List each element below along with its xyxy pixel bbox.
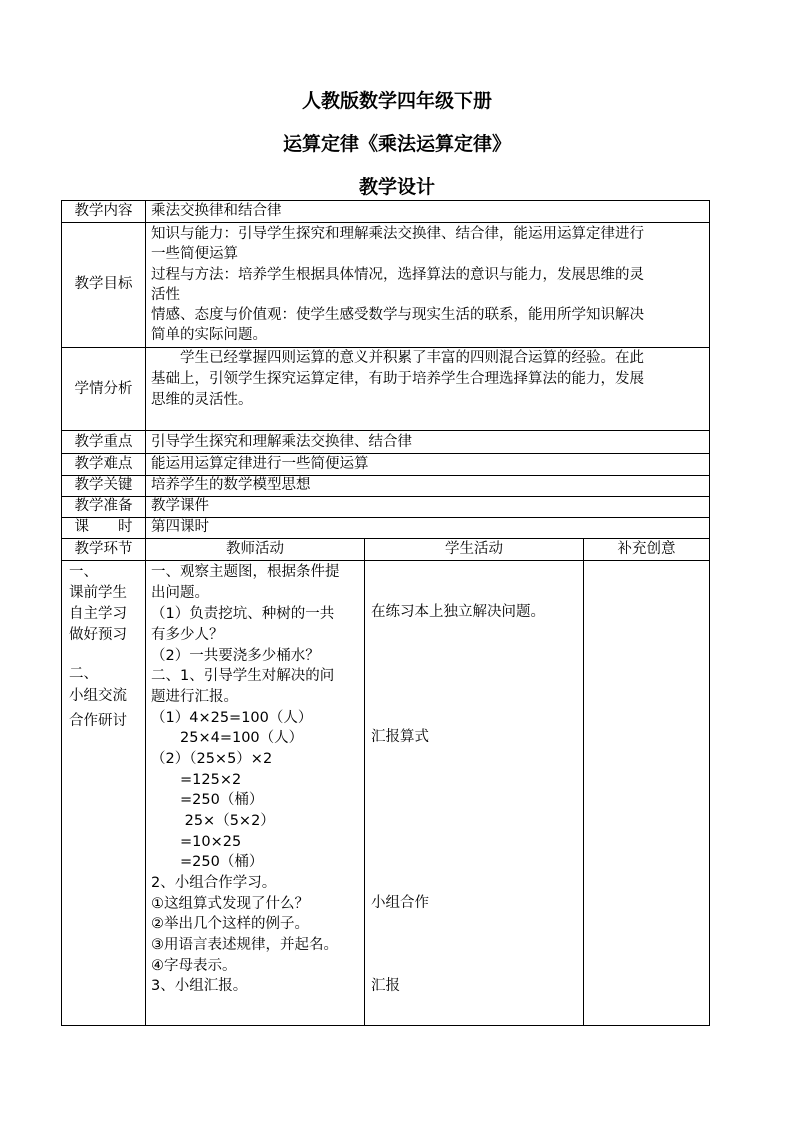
goals-line-3: 过程与方法：培养学生根据具体情况，选择算法的意识与能力，发展思维的灵	[151, 267, 644, 283]
teacher-line: 二、1、引导学生对解决的问	[151, 668, 335, 684]
teacher-line: （1）负责挖坑、种树的一共	[151, 606, 335, 622]
teacher-line: ①这组算式发现了什么？	[151, 896, 309, 912]
critical-value: 培养学生的数学模型思想	[151, 477, 311, 493]
goals-line-1: 知识与能力：引导学生探究和理解乘法交换律、结合律，能运用运算定律进行	[151, 226, 644, 242]
header-teacher: 教师活动	[226, 541, 284, 557]
key-value: 引导学生探究和理解乘法交换律、结合律	[151, 434, 412, 450]
student-note: 汇报算式	[371, 729, 429, 745]
critical-label: 教学关键	[74, 477, 133, 493]
teacher-line: （2）（25×5）×2	[151, 751, 273, 767]
teacher-line: 有多少人？	[151, 627, 224, 643]
stage-line-6: 二、	[69, 666, 98, 682]
difficulty-label: 教学难点	[74, 456, 133, 472]
stage-line-1: 一、	[69, 564, 98, 580]
analysis-line-1: 学生已经掌握四则运算的意义并积累了丰富的四则混合运算的经验。在此	[180, 350, 644, 366]
teacher-line: 出问题。	[151, 585, 209, 601]
teacher-line: =250（桶）	[151, 854, 264, 870]
goals-line-4: 活性	[151, 287, 180, 303]
teacher-line: =125×2	[151, 772, 242, 788]
goals-line-5: 情感、态度与价值观：使学生感受数学与现实生活的联系，能用所学知识解决	[151, 307, 644, 323]
difficulty-value: 能运用运算定律进行一些简便运算	[151, 456, 369, 472]
header-stage: 教学环节	[74, 541, 133, 557]
teacher-line: 2、小组合作学习。	[151, 875, 277, 891]
teacher-line: 25×4=100（人）	[151, 730, 304, 746]
header-student: 学生活动	[445, 541, 503, 557]
teacher-line: ②举出几个这样的例子。	[151, 916, 309, 932]
teacher-line: 3、小组汇报。	[151, 978, 248, 994]
student-note: 在练习本上独立解决问题。	[371, 604, 545, 620]
student-note: 小组合作	[371, 895, 429, 911]
teacher-line: 一、观察主题图，根据条件提	[151, 564, 340, 580]
teacher-line: 题进行汇报。	[151, 689, 238, 705]
teacher-line: =250（桶）	[151, 792, 264, 808]
period-value: 第四课时	[151, 519, 209, 535]
key-label: 教学重点	[74, 434, 133, 450]
teacher-line: =10×25	[151, 834, 242, 850]
document-title-1: 人教版数学四年级下册	[301, 90, 492, 112]
stage-line-2: 课前学生	[69, 585, 127, 601]
goals-line-2: 一些简便运算	[151, 246, 238, 262]
content-label: 教学内容	[74, 203, 133, 219]
prep-label: 教学准备	[74, 498, 133, 514]
prep-value: 教学课件	[151, 498, 209, 514]
student-note: 汇报	[371, 978, 400, 994]
stage-line-3: 自主学习	[69, 606, 127, 622]
teacher-line: ④字母表示。	[151, 958, 237, 974]
analysis-label: 学情分析	[74, 381, 133, 397]
stage-line-4: 做好预习	[69, 627, 127, 643]
period-label: 课 时	[74, 519, 133, 535]
goals-label: 教学目标	[74, 276, 133, 292]
teacher-line: （1）4×25=100（人）	[151, 710, 313, 726]
analysis-line-2: 基础上，引领学生探究运算定律，有助于培养学生合理选择算法的能力，发展	[151, 371, 644, 387]
teacher-line: ③用语言表述规律，并起名。	[151, 937, 338, 953]
analysis-line-3: 思维的灵活性。	[151, 392, 253, 408]
document-title-3: 教学设计	[358, 176, 435, 198]
document-title-2: 运算定律《乘法运算定律》	[282, 133, 511, 155]
content-value: 乘法交换律和结合律	[151, 203, 282, 219]
header-supplement: 补充创意	[617, 541, 676, 557]
teacher-line: （2）一共要浇多少桶水？	[151, 648, 320, 664]
teacher-line: 25×（5×2）	[151, 813, 275, 829]
goals-line-6: 简单的实际问题。	[151, 327, 267, 343]
stage-line-8: 合作研讨	[69, 713, 127, 729]
stage-line-7: 小组交流	[69, 688, 127, 704]
